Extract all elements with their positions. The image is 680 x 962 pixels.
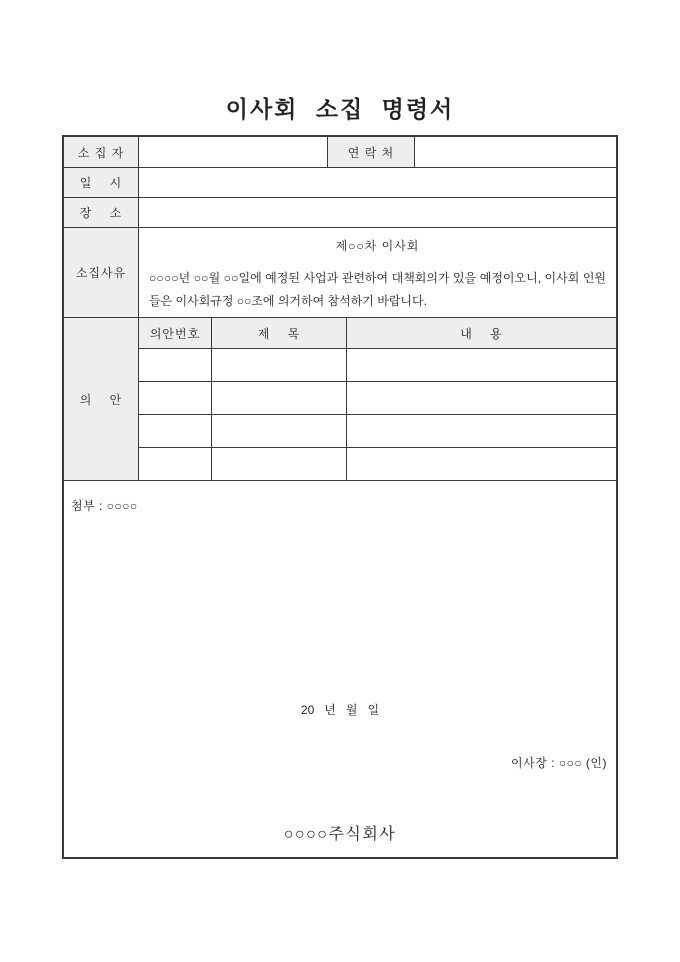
closing-cell bbox=[64, 481, 616, 857]
reason-body: ○○○○년 ○○월 ○○일에 예정된 사업과 관련하여 대책회의가 있을 예정이오니, 이사회 인원들은 이사회규정 ○○조에 의거하여 참석하기 바랍니다. bbox=[149, 271, 606, 308]
company-name: ○○○○주식회사 bbox=[283, 826, 397, 843]
convener-value-field bbox=[138, 137, 327, 167]
agenda-content-cell bbox=[346, 448, 616, 480]
convener-row bbox=[64, 137, 616, 167]
agenda-number-cell bbox=[139, 382, 211, 414]
agenda-number-cell bbox=[139, 349, 211, 381]
reason-content bbox=[138, 228, 616, 317]
reason-row bbox=[64, 227, 616, 317]
agenda-content-cell bbox=[346, 382, 616, 414]
agenda-title-cell bbox=[211, 382, 346, 414]
place-row bbox=[64, 197, 616, 227]
document-title: 이사회 소집 명령서 bbox=[225, 96, 455, 122]
signature-line: 이사장 : ○○○ (인) bbox=[511, 756, 607, 770]
agenda-title-cell bbox=[211, 415, 346, 447]
reason-heading: 제○○차 이사회 bbox=[335, 239, 420, 253]
agenda-row bbox=[64, 317, 616, 480]
agenda-col-number: 의안번호 bbox=[139, 318, 211, 348]
datetime-value-field bbox=[138, 168, 616, 197]
agenda-table bbox=[138, 318, 616, 480]
closing-section bbox=[64, 480, 616, 857]
date-line: 20 년 월 일 bbox=[300, 703, 380, 717]
agenda-data-row bbox=[139, 447, 616, 480]
agenda-col-content: 내 용 bbox=[346, 318, 616, 348]
datetime-row bbox=[64, 167, 616, 197]
agenda-col-title: 제 목 bbox=[211, 318, 346, 348]
agenda-content-cell bbox=[346, 415, 616, 447]
agenda-title-cell bbox=[211, 349, 346, 381]
agenda-label: 의 안 bbox=[64, 318, 138, 480]
contact-label: 연 락 처 bbox=[327, 137, 414, 167]
agenda-number-cell bbox=[139, 415, 211, 447]
agenda-data-row bbox=[139, 381, 616, 414]
attachment-line: 첨부 : ○○○○ bbox=[71, 499, 138, 513]
agenda-number-cell bbox=[139, 448, 211, 480]
agenda-content-cell bbox=[346, 349, 616, 381]
agenda-title-cell bbox=[211, 448, 346, 480]
summons-form-table bbox=[62, 135, 618, 859]
agenda-data-row bbox=[139, 348, 616, 381]
place-value-field bbox=[138, 198, 616, 227]
agenda-header-row bbox=[139, 318, 616, 348]
convener-label: 소 집 자 bbox=[64, 137, 138, 167]
place-label: 장 소 bbox=[64, 198, 138, 227]
reason-label: 소집사유 bbox=[64, 228, 138, 317]
datetime-label: 일 시 bbox=[64, 168, 138, 197]
contact-value-field bbox=[414, 137, 616, 167]
agenda-data-row bbox=[139, 414, 616, 447]
